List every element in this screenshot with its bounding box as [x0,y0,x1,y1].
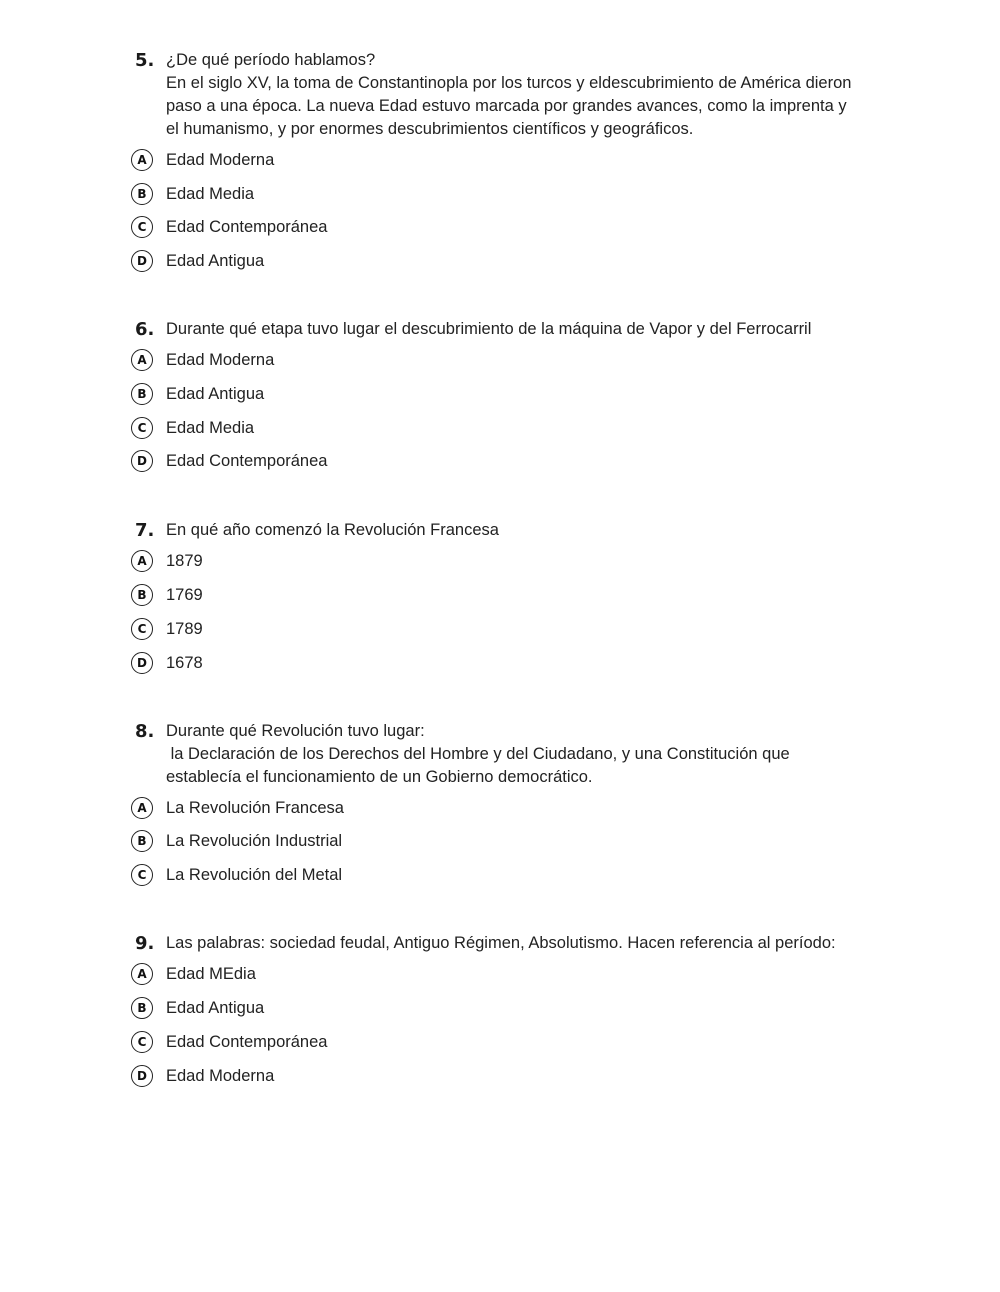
option-label: Edad Contemporánea [166,1033,328,1051]
option-label: Edad Antigua [166,999,265,1017]
option-letter-badge: B [131,584,153,606]
option-letter-badge: C [131,618,153,640]
option-letter-badge: C [131,1031,153,1053]
question-text [166,519,906,542]
option-letter-badge: B [131,830,153,852]
option-label: 1678 [166,654,203,672]
q7-option-d[interactable] [0,652,900,678]
question-line: En el siglo XV, la toma de Constantinopla por los turcos y eldescubrimiento de América dieron [166,74,852,92]
q7-option-b[interactable] [0,584,900,610]
question-line: paso a una época. La nueva Edad estuvo marcada por grandes avances, como la imprenta y [166,97,847,115]
q5-option-b[interactable] [0,183,900,209]
option-label: Edad Moderna [166,151,275,169]
question-line: Las palabras: sociedad feudal, Antiguo Régimen, Absolutismo. Hacen referencia al período: [166,934,836,952]
option-letter-badge: A [131,149,153,171]
option-label: La Revolución del Metal [166,866,343,884]
question-text [166,318,906,341]
q8-option-c[interactable] [0,864,900,890]
question-text [166,49,906,141]
option-label: Edad MEdia [166,965,256,983]
option-label: Edad Contemporánea [166,452,328,470]
option-label: Edad Contemporánea [166,218,328,236]
q5-option-a[interactable] [0,149,900,175]
q8-option-b[interactable] [0,830,900,856]
option-letter-badge: A [131,550,153,572]
question-number: 8. [135,721,155,742]
question-line: Durante qué Revolución tuvo lugar: [166,722,425,740]
option-label: Edad Media [166,185,255,203]
q9-option-d[interactable] [0,1065,900,1091]
question-line: ¿De qué período hablamos? [166,51,376,69]
option-label: Edad Moderna [166,351,275,369]
question-line: Durante qué etapa tuvo lugar el descubrimiento de la máquina de Vapor y del Ferrocarril [166,320,812,338]
question-text [166,932,906,955]
q9-option-b[interactable] [0,997,900,1023]
option-letter-badge: D [131,450,153,472]
q6-option-d[interactable] [0,450,900,476]
option-label: 1789 [166,620,203,638]
question-line: la Declaración de los Derechos del Hombre y del Ciudadano, y una Constitución que [166,745,790,763]
option-label: Edad Moderna [166,1067,275,1085]
option-letter-badge: D [131,1065,153,1087]
question-text [166,720,906,789]
option-letter-badge: A [131,349,153,371]
q9-option-c[interactable] [0,1031,900,1057]
question-number: 7. [135,520,155,541]
question-number: 9. [135,933,155,954]
option-letter-badge: B [131,383,153,405]
q7-option-a[interactable] [0,550,900,576]
question-line: el humanismo, y por enormes descubrimientos científicos y geográficos. [166,120,694,138]
question-number: 5. [135,50,155,71]
option-label: La Revolución Francesa [166,799,344,817]
question-line: En qué año comenzó la Revolución Francesa [166,521,499,539]
option-letter-badge: C [131,216,153,238]
option-letter-badge: B [131,183,153,205]
q9-option-a[interactable] [0,963,900,989]
option-letter-badge: C [131,417,153,439]
q6-option-c[interactable] [0,417,900,443]
option-label: 1879 [166,552,203,570]
option-letter-badge: D [131,652,153,674]
q5-option-c[interactable] [0,216,900,242]
question-number: 6. [135,319,155,340]
q7-option-c[interactable] [0,618,900,644]
option-letter-badge: D [131,250,153,272]
option-label: La Revolución Industrial [166,832,343,850]
option-letter-badge: A [131,797,153,819]
question-line: establecía el funcionamiento de un Gobierno democrático. [166,768,593,786]
q5-option-d[interactable] [0,250,900,276]
option-label: 1769 [166,586,203,604]
option-letter-badge: C [131,864,153,886]
q6-option-a[interactable] [0,349,900,375]
option-letter-badge: A [131,963,153,985]
option-label: Edad Antigua [166,385,265,403]
option-letter-badge: B [131,997,153,1019]
q8-option-a[interactable] [0,797,900,823]
option-label: Edad Antigua [166,252,265,270]
option-label: Edad Media [166,419,255,437]
q6-option-b[interactable] [0,383,900,409]
